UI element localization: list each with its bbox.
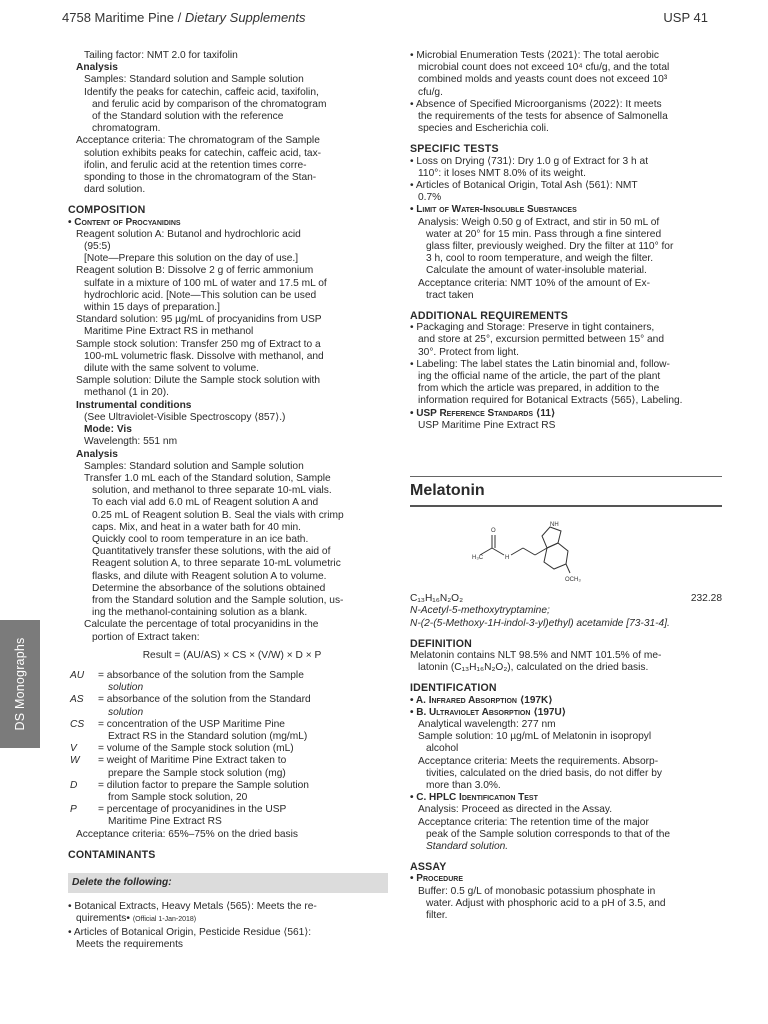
heading-text: Procedure [416, 873, 464, 885]
buffer-text [410, 886, 722, 923]
text-line: solution [108, 682, 144, 694]
variable-definition [98, 694, 388, 718]
text-line: Packaging and Storage: Preserve in tight containers, [416, 322, 655, 334]
sample-solution [76, 375, 388, 399]
text-line: [Note—Prepare this solution on the day of use.] [84, 253, 299, 265]
definition-line: latonin (C₁₃H₁₆N₂O₂), calculated on the dried basis. [418, 662, 649, 674]
variable-definition [98, 743, 388, 755]
variable-symbol: P [70, 804, 77, 816]
id-c-acceptance [410, 817, 722, 854]
id-a-item: • A. Infrared Absorption ⟨197K⟩ [410, 694, 553, 706]
result-formula: Result = (AU/AS) × CS × (V/W) × D × P [142, 649, 322, 661]
composition-heading: COMPOSITION [68, 204, 146, 217]
text-line: and ferulic acid by comparison of the chromatogram [92, 98, 327, 110]
text-line: 100-mL volumetric flask. Dissolve with methanol, and [84, 350, 324, 362]
text-line: Buffer: 0.5 g/L of monobasic potassium phosphate in [418, 885, 656, 897]
identification-heading: IDENTIFICATION [410, 682, 497, 695]
procedure-text [76, 473, 388, 644]
text-line: Identify the peaks for catechin, caffeic acid, taxifolin, [84, 86, 319, 98]
variable-definitions [70, 670, 388, 829]
samples-line: Samples: Standard solution and Sample solution [84, 74, 304, 86]
absence-microorganisms-item: • Absence of Specified Microorganisms ⟨2022⟩: It meets the requirements of the tests for absence of Salmonella species and Escherichia coli. [410, 99, 722, 136]
analysis-text [76, 87, 388, 136]
text-line: dard solution. [84, 184, 146, 196]
text-line: within 15 days of preparation.] [84, 302, 220, 314]
text-line: Articles of Botanical Origin, Pesticide Residue ⟨561⟩: [73, 926, 312, 938]
molecular-formula-row [410, 593, 722, 605]
text-line: microbial count does not exceed 10⁴ cfu/g, and the total [418, 62, 670, 74]
id-b-sample [410, 731, 722, 755]
text-line: Acceptance criteria: The retention time of the major [418, 816, 649, 828]
molecular-weight: 232.28 [690, 593, 722, 605]
microbial-enumeration-item: • Microbial Enumeration Tests ⟨2021⟩: The total aerobic microbial count does not exceed 10⁴ cfu/g, and the total combined molds and yeasts count does not exceed 10³ cfu/g. [410, 50, 722, 99]
heading-text: C. HPLC Identification Test [416, 792, 538, 804]
section-subtitle: Dietary Supplements [184, 9, 306, 25]
variable-definition [98, 670, 388, 694]
id-b-wavelength: Analytical wavelength: 277 nm [418, 718, 556, 730]
text-line: Maritime Pine Extract RS in methanol [84, 326, 254, 338]
botanical-extracts-item: • Botanical Extracts, Heavy Metals ⟨565⟩: Meets the re- quirements• (Official 1-Jan-2018) [68, 901, 317, 925]
water-insoluble-heading: • Limit of Water-Insoluble Substances [410, 204, 577, 216]
text-line: portion of Extract taken: [92, 631, 200, 643]
text-line: dilute with the same solvent to volume. [84, 363, 259, 375]
delete-notice [68, 873, 388, 893]
text-line: from Sample stock solution, 20 [108, 791, 248, 803]
text-line: Calculate the percentage of total procyanidins in the [84, 619, 319, 631]
additional-requirements-heading: ADDITIONAL REQUIREMENTS [410, 310, 569, 323]
total-ash-item: • Articles of Botanical Origin, Total Ash ⟨561⟩: NMT 0.7% [410, 180, 722, 204]
structure-label-och3: OCH₃ [565, 577, 581, 584]
heading-text: A. Infrared Absorption ⟨197K⟩ [415, 694, 553, 706]
usp-reference-standards: • USP Reference Standards ⟨11⟩ [410, 407, 556, 419]
text-line: 0.25 mL of Reagent solution B. Seal the vials with crimp [92, 509, 344, 521]
reagent-solution-a [76, 229, 388, 266]
definition-line: Melatonin contains NLT 98.5% and NMT 101.5% of me- [410, 649, 662, 661]
acceptance-criteria-1 [76, 135, 388, 196]
text-line: Articles of Botanical Origin, Total Ash ⟨561⟩: NMT [415, 180, 638, 192]
text-line: Sample stock solution: Transfer 250 mg of Extract to a [76, 338, 321, 350]
text-line: Analysis: Weigh 0.50 g of Extract, and stir in 50 mL of [418, 216, 660, 228]
chemical-name-2: N-(2-(5-Methoxy-1H-indol-3-yl)ethyl) acetamide [73-31-4]. [410, 617, 670, 629]
text-line: = concentration of the USP Maritime Pine [98, 718, 285, 730]
text-line: Acceptance criteria: The chromatogram of the Sample [76, 135, 320, 147]
page-number: 4758 [62, 9, 91, 25]
text-line: solution exhibits peaks for catechin, caffeic acid, tax- [84, 147, 322, 159]
text-line: Transfer 1.0 mL each of the Standard solution, Sample [84, 472, 331, 484]
monograph-divider [410, 476, 722, 477]
usp-edition: USP 41 [663, 9, 708, 25]
assay-heading: ASSAY [410, 861, 447, 874]
text-line: Sample solution: Dilute the Sample stock solution with [76, 375, 321, 387]
text-line: = absorbance of the solution from the Sample [98, 669, 304, 681]
text-line: Sample solution: 10 µg/mL of Melatonin in isopropyl [418, 731, 652, 743]
right-column [410, 50, 722, 922]
water-insoluble-acceptance [410, 278, 722, 302]
text-line: 30°. Protect from light. [418, 346, 519, 358]
variable-symbol: AS [70, 694, 84, 706]
text-line: 110°: it loses NMT 8.0% of its weight. [418, 167, 586, 179]
monograph-title: Maritime Pine [94, 9, 175, 25]
text-line: = absorbance of the solution from the Standard [98, 694, 311, 706]
text-line: Quantitatively transfer these solutions, with the aid of [92, 546, 331, 558]
text-line: Acceptance criteria: NMT 10% of the amount of Ex- [418, 277, 650, 289]
water-insoluble-analysis [410, 217, 722, 278]
text-line: tivities, calculated on the dried basis, do not differ by [426, 767, 662, 779]
text-line: from the Standard solution and the Sample solution, us- [92, 594, 344, 606]
variable-symbol: W [70, 755, 80, 767]
heading-text: Limit of Water-Insoluble Substances [416, 204, 577, 216]
id-b-item: • B. Ultraviolet Absorption ⟨197U⟩ [410, 706, 567, 718]
text-line: = dilution factor to prepare the Sample solution [98, 779, 309, 791]
standard-solution [76, 314, 388, 338]
text-line: = weight of Maritime Pine Extract taken to [98, 755, 287, 767]
tailing-factor: Tailing factor: NMT 2.0 for taxifolin [84, 50, 238, 61]
text-line: hydrochloric acid. [Note—This solution can be used [84, 289, 317, 301]
text-line: species and Escherichia coli. [418, 123, 549, 135]
text-line: alcohol [426, 743, 459, 755]
official-date: (Official 1-Jan-2018) [132, 916, 197, 924]
content-procyanidins-heading: • Content of Procyanidins [68, 216, 181, 228]
text-line: the requirements of the tests for absence of Salmonella [418, 111, 668, 123]
text-line: Extract RS in the Standard solution (mg/mL) [108, 730, 308, 742]
text-line: caps. Mix, and heat in a water bath for 40 min. [92, 521, 301, 533]
text-line: information required for Botanical Extracts ⟨565⟩, Labeling. [418, 395, 683, 407]
text-line: water. Adjust with phosphoric acid to a pH of 3.5, and [426, 897, 666, 909]
contaminants-heading: CONTAMINANTS [68, 848, 156, 861]
samples-line-2: Samples: Standard solution and Sample solution [84, 460, 304, 472]
packaging-storage-item: • Packaging and Storage: Preserve in tight containers, and store at 25°, excursion permitted between 15° and 30°. Protect from light. [410, 322, 722, 359]
procedure-item: • Procedure [410, 873, 464, 885]
id-c-analysis: Analysis: Proceed as directed in the Assay. [418, 804, 613, 816]
text-line: chromatogram. [92, 123, 161, 135]
side-tab-label: DS Monographs [12, 637, 27, 731]
molecular-formula: C₁₃H₁₆N₂O₂ [410, 593, 464, 605]
text-line: prepare the Sample stock solution (mg) [108, 767, 286, 779]
text-line: Reagent solution B: Dissolve 2 g of ferric ammonium [76, 265, 314, 277]
variable-symbol: V [70, 743, 77, 755]
text-line: ing the methanol-containing solution as a blank. [92, 607, 308, 619]
usp-reference-item: USP Maritime Pine Extract RS [418, 419, 556, 431]
text-line: Maritime Pine Extract RS [108, 816, 222, 828]
text-line: peak of the Sample solution corresponds to that of the [426, 828, 671, 840]
text-line: more than 3.0%. [426, 779, 501, 791]
text-line: glass filter, previously weighed. Dry the filter at 110° for [426, 241, 674, 253]
text-line: Loss on Drying ⟨731⟩: Dry 1.0 g of Extract for 3 h at [416, 155, 649, 167]
structure-label-h3c: H₃C [472, 555, 484, 562]
variable-symbol: CS [70, 718, 85, 730]
text-line: Standard solution: 95 µg/mL of procyanidins from USP [76, 314, 322, 326]
variable-symbol: AU [70, 669, 85, 681]
variable-definition [98, 719, 388, 743]
sample-stock-solution [76, 339, 388, 376]
definition-heading: DEFINITION [410, 637, 473, 650]
text-line: of the Standard solution with the reference [92, 111, 284, 123]
text-line: flasks, and dilute with Reagent solution A to volume. [92, 570, 327, 582]
text-line: Reagent solution A: Butanol and hydrochloric acid [76, 228, 301, 240]
variable-symbol: D [70, 779, 78, 791]
analysis-heading: Analysis [76, 62, 118, 74]
specific-tests-heading: SPECIFIC TESTS [410, 143, 499, 156]
wavelength: Wavelength: 551 nm [84, 436, 178, 448]
text-line: sulfate in a mixture of 100 mL of water and 17.5 mL of [84, 277, 327, 289]
heading-text: B. Ultraviolet Absorption ⟨197U⟩ [416, 706, 567, 718]
analysis-heading-2: Analysis [76, 448, 118, 460]
id-b-acceptance [410, 756, 722, 793]
heading-text: Content of Procyanidins [74, 216, 181, 228]
labeling-item: • Labeling: The label states the Latin binomial and, follow- ing the official name of the article, the part of the plant from which the article was prepared, in addition to the information required for Botanical Extracts ⟨565⟩, Labeling. [410, 359, 722, 408]
text-line: Standard solution. [426, 840, 509, 852]
text-line: methanol (1 in 20). [84, 387, 169, 399]
text-line: quirements [76, 913, 127, 925]
chemical-name-1: N-Acetyl-5-methoxytryptamine; [410, 605, 550, 617]
variable-definition [98, 755, 388, 779]
text-line: ifolin, and ferulic acid at the retention times corre- [84, 159, 307, 171]
text-line: and store at 25°, excursion permitted between 15° and [418, 334, 665, 346]
text-line: Quickly cool to room temperature in an ice bath. [92, 533, 309, 545]
text-line: 0.7% [418, 192, 442, 204]
heading-text: USP Reference Standards ⟨11⟩ [416, 407, 556, 419]
structure-label-o: O [491, 528, 496, 535]
mode: Mode: Vis [84, 424, 132, 436]
text-line: Microbial Enumeration Tests ⟨2021⟩: The total aerobic [416, 50, 659, 61]
text-line: sponding to those in the chromatogram of the Stan- [84, 172, 317, 184]
page-header [62, 8, 708, 28]
text-line: Labeling: The label states the Latin binomial and, follow- [416, 358, 670, 370]
text-line: water at 20° for 15 min. Pass through a fine sintered [426, 228, 662, 240]
reagent-solution-b [76, 265, 388, 314]
loss-on-drying-item: • Loss on Drying ⟨731⟩: Dry 1.0 g of Extract for 3 h at 110°: it loses NMT 8.0% of its weight. [410, 156, 722, 180]
structure-label-h: H [505, 555, 510, 562]
text-line: Absence of Specified Microorganisms ⟨2022⟩: It meets [415, 98, 662, 110]
text-line: Acceptance criteria: Meets the requirements. Absorp- [418, 755, 659, 767]
text-line: = volume of the Sample stock solution (mL) [98, 743, 294, 755]
text-line: Meets the requirements [76, 938, 184, 950]
text-line: tract taken [426, 289, 474, 301]
text-line: filter. [426, 909, 448, 921]
running-head: 4758 Maritime Pine / Dietary Supplements [62, 9, 306, 25]
instrumental-conditions: Instrumental conditions [76, 399, 192, 411]
side-tab [0, 620, 40, 748]
variable-definition [98, 780, 388, 804]
text-line: Determine the absorbance of the solutions obtained [92, 582, 326, 594]
text-line: solution, and methanol to three separate 10-mL vials. [92, 485, 332, 497]
text-line: To each vial add 6.0 mL of Reagent solution A and [92, 497, 319, 509]
text-line: 3 h, cool to room temperature, and weigh the filter. [426, 253, 654, 265]
structure-diagram [410, 507, 722, 593]
text-line: Botanical Extracts, Heavy Metals ⟨565⟩: Meets the re- [74, 901, 317, 913]
text-line: Calculate the amount of water-insoluble material. [426, 265, 647, 277]
text-line: solution [108, 706, 144, 718]
text-line: Reagent solution A, to three separate 10-mL volumetric [92, 558, 341, 570]
structure-label-nh: NH [550, 522, 559, 529]
id-c-item: • C. HPLC Identification Test [410, 792, 538, 804]
text-line: ing the official name of the article, the part of the plant [418, 371, 661, 383]
melatonin-title: Melatonin [410, 481, 722, 507]
text-line: from which the article was prepared, in addition to the [418, 383, 660, 395]
see-reference: (See Ultraviolet-Visible Spectroscopy ⟨857⟩.) [84, 411, 286, 423]
pesticide-residue-item: • Articles of Botanical Origin, Pesticide Residue ⟨561⟩: Meets the requirements [68, 927, 388, 951]
acceptance-criteria-2: Acceptance criteria: 65%–75% on the dried basis [76, 828, 298, 840]
variable-definition [98, 804, 388, 828]
text-line: cfu/g. [418, 86, 443, 98]
delete-label: Delete the following: [72, 877, 172, 888]
melatonin-structure [410, 507, 722, 593]
text-line: = percentage of procyanidines in the USP [98, 804, 287, 816]
text-line: combined molds and yeasts count does not exceed 10³ [418, 74, 668, 86]
left-column [68, 50, 388, 951]
text-line: (95:5) [84, 241, 111, 253]
